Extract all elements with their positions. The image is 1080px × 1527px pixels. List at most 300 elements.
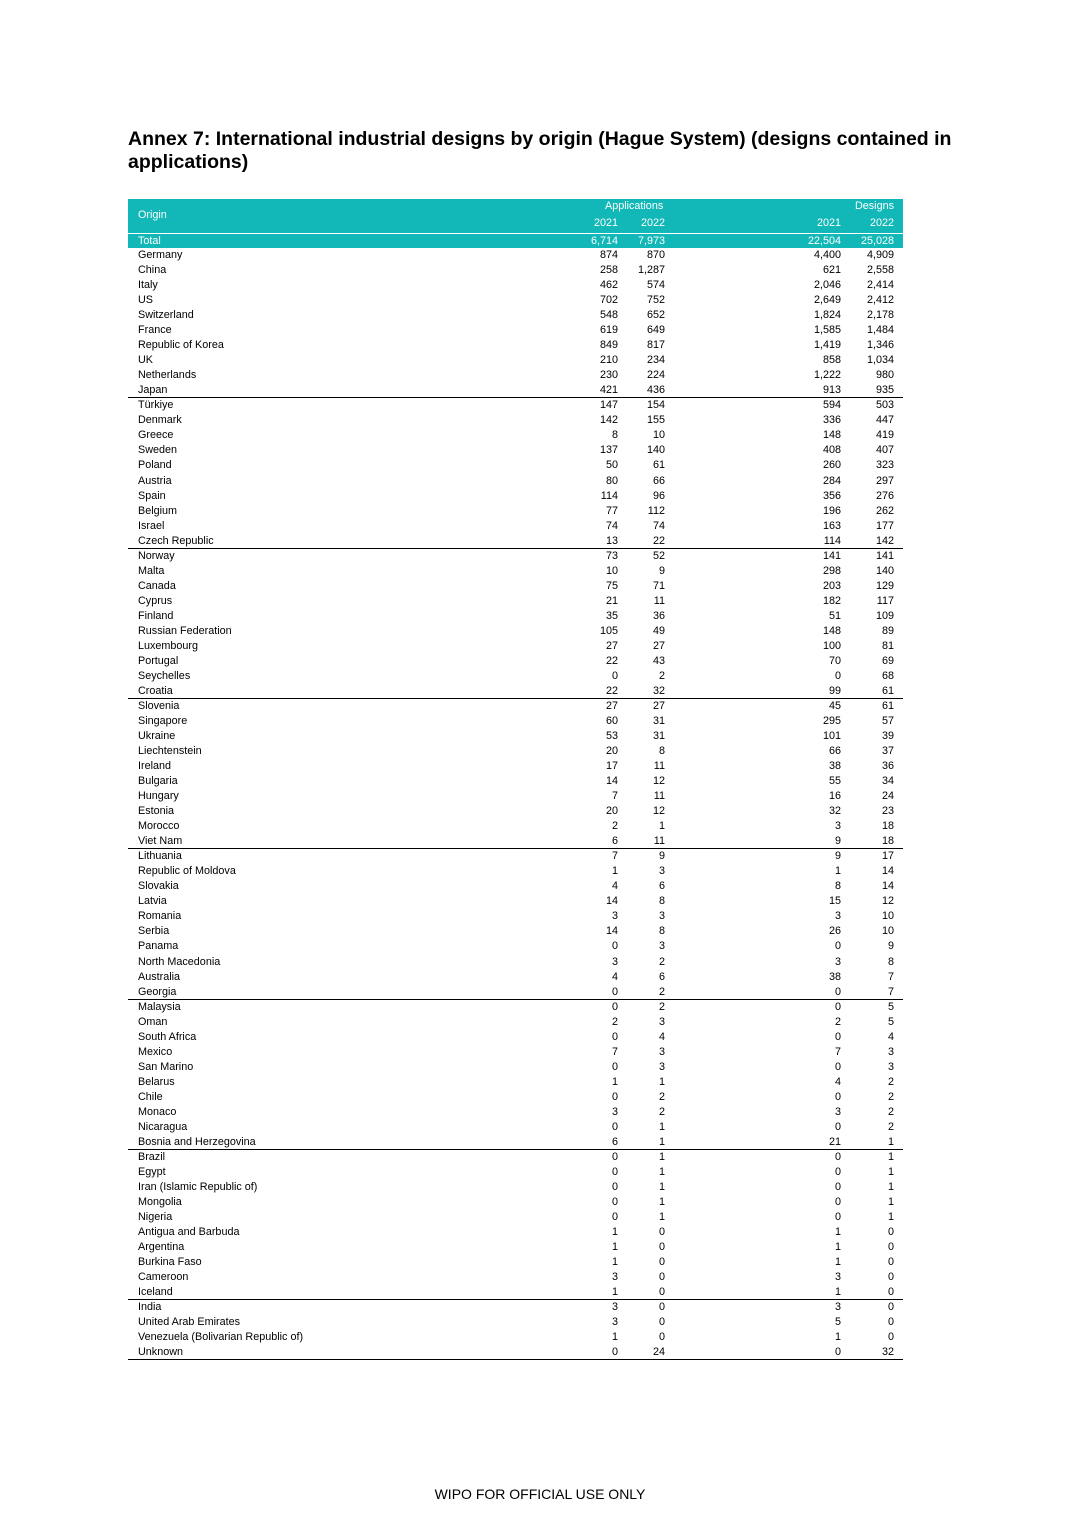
designs-2021: 0 xyxy=(834,1090,841,1103)
applications-2022: 43 xyxy=(652,654,665,667)
designs-2022: 1 xyxy=(887,1211,894,1224)
applications-2021: 548 xyxy=(599,309,618,322)
table-row xyxy=(128,955,903,970)
origin-name: Spain xyxy=(138,489,166,502)
origin-name: Austria xyxy=(138,474,172,487)
designs-2021: 0 xyxy=(834,985,841,998)
designs-2022: 407 xyxy=(875,444,894,457)
designs-2022: 1,346 xyxy=(866,339,894,352)
applications-2021: 210 xyxy=(599,354,618,367)
table-row xyxy=(128,428,903,443)
designs-2022: 2 xyxy=(887,1075,894,1088)
applications-2021: 147 xyxy=(599,399,618,412)
applications-2021: 50 xyxy=(605,459,618,472)
origin-name: South Africa xyxy=(138,1030,197,1043)
applications-2022: 12 xyxy=(652,805,665,818)
designs-2021: 1 xyxy=(834,1331,841,1344)
origin-name: Nicaragua xyxy=(138,1120,188,1133)
designs-2021: 0 xyxy=(834,1346,841,1359)
table-row xyxy=(128,443,903,458)
origin-name: Australia xyxy=(138,970,181,983)
origin-name: Seychelles xyxy=(138,669,191,682)
applications-2021: 619 xyxy=(599,324,618,337)
applications-2021: 137 xyxy=(599,444,618,457)
table-row xyxy=(128,669,903,684)
designs-2022: 2 xyxy=(887,1105,894,1118)
table-row xyxy=(128,639,903,654)
origin-name: San Marino xyxy=(138,1060,194,1073)
origin-name: Finland xyxy=(138,609,174,622)
designs-2021: 1 xyxy=(834,1226,841,1239)
applications-2021: 6 xyxy=(611,835,618,848)
designs-2021: 0 xyxy=(834,669,841,682)
applications-2022: 1,287 xyxy=(637,264,665,277)
table-row xyxy=(128,1030,903,1045)
designs-2021: 0 xyxy=(834,1196,841,1208)
origin-name: US xyxy=(138,294,153,307)
applications-2021: 3 xyxy=(611,1316,618,1329)
designs-2021: 1,585 xyxy=(813,324,841,337)
applications-2021: 1 xyxy=(611,865,618,878)
origin-name: Norway xyxy=(138,549,175,562)
designs-2022: 89 xyxy=(881,624,894,637)
table-row xyxy=(128,248,903,263)
designs-2022: 0 xyxy=(887,1241,894,1254)
applications-2021: 0 xyxy=(611,1060,618,1073)
applications-2021: 10 xyxy=(605,564,618,577)
origin-name: Germany xyxy=(138,249,183,262)
origin-name: Nigeria xyxy=(138,1211,173,1224)
table-row xyxy=(128,1345,903,1360)
designs-2022: 0 xyxy=(887,1271,894,1284)
applications-2021: 73 xyxy=(605,549,618,562)
designs-2022: 129 xyxy=(875,579,894,592)
designs-2021: 1 xyxy=(834,1286,841,1299)
designs-2021: 1,824 xyxy=(813,309,841,322)
applications-2022: 3 xyxy=(658,865,665,878)
designs-2021: 3 xyxy=(834,910,841,923)
designs-2021: 1,419 xyxy=(813,339,841,352)
table-row xyxy=(128,729,903,744)
origin-name: Burkina Faso xyxy=(138,1256,202,1269)
designs-2022: 5 xyxy=(887,1000,894,1013)
origin-name: Viet Nam xyxy=(138,835,183,848)
designs-2022: 935 xyxy=(875,384,894,397)
applications-2021: 114 xyxy=(600,489,618,502)
designs-2022: 10 xyxy=(881,910,894,923)
applications-2021: 6 xyxy=(611,1135,618,1148)
origin-name: Argentina xyxy=(138,1241,185,1254)
table-row xyxy=(128,278,903,293)
designs-2022: 1 xyxy=(887,1165,894,1178)
designs-2022: 117 xyxy=(876,594,894,607)
total-applications-2022: 7,973 xyxy=(637,235,665,247)
applications-2022: 31 xyxy=(652,730,665,743)
designs-2022: 323 xyxy=(875,459,894,472)
designs-2022: 109 xyxy=(875,609,894,622)
designs-2022: 3 xyxy=(887,1045,894,1058)
applications-2021: 77 xyxy=(605,504,618,517)
origin-name: Morocco xyxy=(138,820,180,833)
table-row xyxy=(128,1225,903,1240)
applications-2021: 421 xyxy=(599,384,618,397)
designs-2022: 142 xyxy=(875,534,894,547)
table-row xyxy=(128,1210,903,1225)
origin-name: UK xyxy=(138,354,153,367)
table-row xyxy=(128,1000,903,1015)
applications-2021: 0 xyxy=(611,669,618,682)
total-designs-2021: 22,504 xyxy=(807,235,841,247)
applications-2022: 22 xyxy=(652,534,665,547)
applications-2021: 1 xyxy=(611,1256,618,1269)
applications-2022: 8 xyxy=(658,925,665,938)
applications-2022: 71 xyxy=(652,579,665,592)
header-applications-2022: 2022 xyxy=(640,217,665,229)
designs-2022: 980 xyxy=(875,369,894,382)
applications-2022: 649 xyxy=(646,324,665,337)
designs-2021: 0 xyxy=(834,1211,841,1224)
origin-name: Ireland xyxy=(138,760,172,773)
applications-2021: 1 xyxy=(611,1075,618,1088)
designs-2022: 5 xyxy=(887,1015,894,1028)
table-row xyxy=(128,579,903,594)
table-row xyxy=(128,308,903,323)
applications-2021: 60 xyxy=(605,715,618,727)
designs-2022: 140 xyxy=(875,564,894,577)
applications-2022: 0 xyxy=(658,1241,665,1254)
origin-name: Cameroon xyxy=(138,1271,189,1284)
applications-2022: 11 xyxy=(653,594,665,607)
origin-name: Chile xyxy=(138,1090,163,1103)
applications-2021: 142 xyxy=(599,414,618,427)
applications-2022: 2 xyxy=(658,1105,665,1118)
designs-2022: 2,412 xyxy=(866,294,894,307)
table-row xyxy=(128,1315,903,1330)
table-row xyxy=(128,789,903,804)
origin-name: Malaysia xyxy=(138,1000,181,1013)
table-row xyxy=(128,323,903,338)
applications-2022: 6 xyxy=(658,970,665,983)
applications-2022: 0 xyxy=(658,1331,665,1344)
designs-2021: 8 xyxy=(834,880,841,893)
designs-2021: 7 xyxy=(834,1045,841,1058)
designs-2021: 38 xyxy=(828,970,841,983)
applications-2021: 4 xyxy=(611,880,618,893)
designs-2022: 1 xyxy=(887,1196,894,1208)
designs-2022: 0 xyxy=(887,1256,894,1269)
applications-2022: 1 xyxy=(658,1135,665,1148)
table-row xyxy=(128,909,903,924)
designs-2021: 100 xyxy=(822,639,841,652)
applications-2022: 870 xyxy=(646,249,665,262)
origin-name: Liechtenstein xyxy=(138,745,202,758)
table-row xyxy=(128,594,903,609)
header-applications-2021: 2021 xyxy=(593,217,618,229)
designs-2022: 17 xyxy=(881,850,894,863)
table-row xyxy=(128,263,903,278)
applications-2022: 2 xyxy=(658,1090,665,1103)
designs-2021: 3 xyxy=(834,1105,841,1118)
applications-2022: 3 xyxy=(658,940,665,953)
header-designs-2021: 2021 xyxy=(816,217,841,229)
applications-2021: 13 xyxy=(605,534,618,547)
designs-2021: 0 xyxy=(834,1120,841,1133)
table-row xyxy=(128,1135,903,1150)
page-title: Annex 7: International industrial designs by origin (Hague System) (designs contained in applications) xyxy=(128,128,952,173)
designs-2022: 8 xyxy=(887,955,894,968)
designs-2021: 9 xyxy=(834,835,841,848)
designs-2022: 10 xyxy=(881,925,894,938)
applications-2022: 752 xyxy=(646,294,665,307)
designs-2022: 14 xyxy=(881,865,894,878)
origin-name: Sweden xyxy=(138,444,178,457)
designs-2022: 0 xyxy=(887,1286,894,1299)
designs-2021: 284 xyxy=(822,474,841,487)
designs-2022: 32 xyxy=(881,1346,894,1359)
applications-2022: 1 xyxy=(658,1150,665,1163)
applications-2021: 0 xyxy=(611,1120,618,1133)
origin-name: Denmark xyxy=(138,414,182,427)
applications-2022: 0 xyxy=(658,1301,665,1314)
applications-2022: 52 xyxy=(652,549,665,562)
applications-2021: 1 xyxy=(611,1331,618,1344)
designs-by-origin-table xyxy=(128,199,903,1360)
origin-name: Canada xyxy=(138,579,176,592)
designs-2021: 203 xyxy=(822,579,841,592)
designs-2021: 1 xyxy=(834,865,841,878)
origin-name: Georgia xyxy=(138,985,177,998)
applications-2022: 1 xyxy=(658,1120,665,1133)
applications-2022: 2 xyxy=(658,985,665,998)
applications-2021: 230 xyxy=(599,369,618,382)
origin-name: North Macedonia xyxy=(138,955,221,968)
table-row xyxy=(128,985,903,1000)
designs-2021: 2 xyxy=(834,1015,841,1028)
applications-2021: 35 xyxy=(605,609,618,622)
designs-2021: 1 xyxy=(834,1241,841,1254)
table-row xyxy=(128,759,903,774)
table-row xyxy=(128,1330,903,1345)
origin-name: Republic of Moldova xyxy=(138,865,236,878)
table-row xyxy=(128,368,903,383)
origin-name: Russian Federation xyxy=(138,624,232,637)
applications-2021: 0 xyxy=(611,985,618,998)
applications-2022: 2 xyxy=(658,669,665,682)
origin-name: Iceland xyxy=(138,1286,173,1299)
table-row xyxy=(128,699,903,714)
designs-2021: 55 xyxy=(828,775,841,788)
table-row xyxy=(128,654,903,669)
applications-2022: 224 xyxy=(646,369,665,382)
designs-2022: 57 xyxy=(881,715,894,727)
applications-2021: 22 xyxy=(605,684,618,697)
origin-name: Malta xyxy=(138,564,165,577)
designs-2022: 39 xyxy=(881,730,894,743)
origin-name: Slovenia xyxy=(138,699,180,712)
designs-2021: 32 xyxy=(828,805,841,818)
applications-2022: 11 xyxy=(653,760,665,773)
table-row xyxy=(128,1015,903,1030)
designs-2021: 0 xyxy=(834,1000,841,1013)
applications-2021: 3 xyxy=(611,955,618,968)
table-row xyxy=(128,1255,903,1270)
total-designs-2022: 25,028 xyxy=(860,235,894,247)
applications-2021: 7 xyxy=(611,790,618,803)
applications-2021: 3 xyxy=(611,910,618,923)
origin-name: Switzerland xyxy=(138,309,194,322)
applications-2021: 0 xyxy=(611,1211,618,1224)
table-row xyxy=(128,684,903,699)
origin-name: Romania xyxy=(138,910,182,923)
table-row xyxy=(128,819,903,834)
designs-2021: 298 xyxy=(822,564,841,577)
table-row xyxy=(128,804,903,819)
designs-2021: 0 xyxy=(834,940,841,953)
applications-2022: 0 xyxy=(658,1226,665,1239)
designs-2021: 38 xyxy=(828,760,841,773)
designs-2022: 18 xyxy=(881,820,894,833)
applications-2022: 24 xyxy=(652,1346,665,1359)
applications-2022: 36 xyxy=(652,609,665,622)
applications-2021: 258 xyxy=(599,264,618,277)
table-row xyxy=(128,504,903,519)
designs-2022: 1 xyxy=(887,1135,894,1148)
origin-name: Latvia xyxy=(138,895,167,908)
origin-name: Venezuela (Bolivarian Republic of) xyxy=(138,1331,304,1344)
table-header xyxy=(128,199,903,233)
table-row xyxy=(128,714,903,729)
designs-2022: 177 xyxy=(875,519,894,532)
designs-2021: 70 xyxy=(828,654,841,667)
table-row xyxy=(128,744,903,759)
designs-2021: 51 xyxy=(828,609,841,622)
table-row xyxy=(128,1105,903,1120)
designs-2022: 2,558 xyxy=(866,264,894,277)
designs-2021: 3 xyxy=(834,955,841,968)
designs-2022: 0 xyxy=(887,1316,894,1329)
designs-2022: 24 xyxy=(881,790,894,803)
applications-2021: 0 xyxy=(611,1165,618,1178)
designs-2021: 1 xyxy=(834,1256,841,1269)
applications-2021: 0 xyxy=(611,1180,618,1193)
designs-2021: 295 xyxy=(822,715,841,727)
designs-2021: 4 xyxy=(834,1075,841,1088)
designs-2021: 621 xyxy=(822,264,841,277)
designs-2022: 1 xyxy=(887,1150,894,1163)
designs-2021: 4,400 xyxy=(813,249,841,262)
footer-classification: WIPO FOR OFFICIAL USE ONLY xyxy=(434,1486,646,1502)
table-row xyxy=(128,1240,903,1255)
applications-2022: 27 xyxy=(652,699,665,712)
applications-2022: 10 xyxy=(652,429,665,442)
applications-2022: 3 xyxy=(658,1060,665,1073)
designs-2022: 2,414 xyxy=(866,279,894,292)
applications-2021: 2 xyxy=(611,820,618,833)
designs-2021: 356 xyxy=(822,489,841,502)
applications-2022: 9 xyxy=(658,850,665,863)
header-origin: Origin xyxy=(138,209,167,221)
designs-2021: 141 xyxy=(822,549,841,562)
designs-2022: 14 xyxy=(881,880,894,893)
designs-2022: 23 xyxy=(881,805,894,818)
designs-2021: 5 xyxy=(834,1316,841,1329)
table-row xyxy=(128,834,903,849)
table-row xyxy=(128,458,903,473)
table-row xyxy=(128,1120,903,1135)
applications-2022: 4 xyxy=(658,1030,665,1043)
designs-2022: 276 xyxy=(875,489,894,502)
designs-2021: 3 xyxy=(834,1271,841,1284)
applications-2022: 8 xyxy=(658,895,665,908)
total-row xyxy=(128,233,903,248)
applications-2022: 154 xyxy=(646,399,665,412)
origin-name: Hungary xyxy=(138,790,179,803)
applications-2021: 21 xyxy=(605,594,618,607)
table-row xyxy=(128,1270,903,1285)
applications-2022: 2 xyxy=(658,1000,665,1013)
designs-2022: 0 xyxy=(887,1226,894,1239)
origin-name: China xyxy=(138,264,167,277)
applications-2022: 11 xyxy=(653,790,665,803)
total-applications-2021: 6,714 xyxy=(590,235,618,247)
table-row xyxy=(128,864,903,879)
applications-2022: 8 xyxy=(658,745,665,758)
applications-2022: 112 xyxy=(647,504,665,517)
origin-name: Bosnia and Herzegovina xyxy=(138,1135,256,1148)
designs-2022: 7 xyxy=(887,970,894,983)
table-row xyxy=(128,1045,903,1060)
table-row xyxy=(128,1075,903,1090)
designs-2021: 26 xyxy=(828,925,841,938)
applications-2021: 462 xyxy=(599,279,618,292)
header-applications: Applications xyxy=(605,200,664,212)
applications-2022: 96 xyxy=(652,489,665,502)
table-row xyxy=(128,398,903,413)
designs-2021: 66 xyxy=(828,745,841,758)
header-designs-2022: 2022 xyxy=(869,217,894,229)
origin-name: Portugal xyxy=(138,654,179,667)
applications-2021: 105 xyxy=(599,624,618,637)
applications-2021: 53 xyxy=(605,730,618,743)
table-row xyxy=(128,338,903,353)
applications-2021: 0 xyxy=(611,1090,618,1103)
designs-2022: 7 xyxy=(887,985,894,998)
applications-2021: 7 xyxy=(611,850,618,863)
total-label: Total xyxy=(138,235,161,247)
designs-2021: 2,046 xyxy=(813,279,841,292)
designs-2022: 1,034 xyxy=(866,354,894,367)
designs-2022: 3 xyxy=(887,1060,894,1073)
designs-2022: 447 xyxy=(875,414,894,427)
origin-name: Luxembourg xyxy=(138,639,199,652)
applications-2021: 0 xyxy=(611,1000,618,1013)
designs-2022: 1 xyxy=(887,1180,894,1193)
designs-2022: 12 xyxy=(881,895,894,908)
applications-2021: 3 xyxy=(611,1271,618,1284)
table-row xyxy=(128,1300,903,1315)
applications-2022: 49 xyxy=(652,624,665,637)
table-row xyxy=(128,353,903,368)
designs-2022: 61 xyxy=(881,699,894,712)
origin-name: Monaco xyxy=(138,1105,177,1118)
table-row xyxy=(128,534,903,549)
designs-2022: 36 xyxy=(881,760,894,773)
origin-name: Cyprus xyxy=(138,594,173,607)
applications-2021: 80 xyxy=(605,474,618,487)
origin-name: Estonia xyxy=(138,805,175,818)
applications-2022: 12 xyxy=(652,775,665,788)
designs-2022: 503 xyxy=(875,399,894,412)
